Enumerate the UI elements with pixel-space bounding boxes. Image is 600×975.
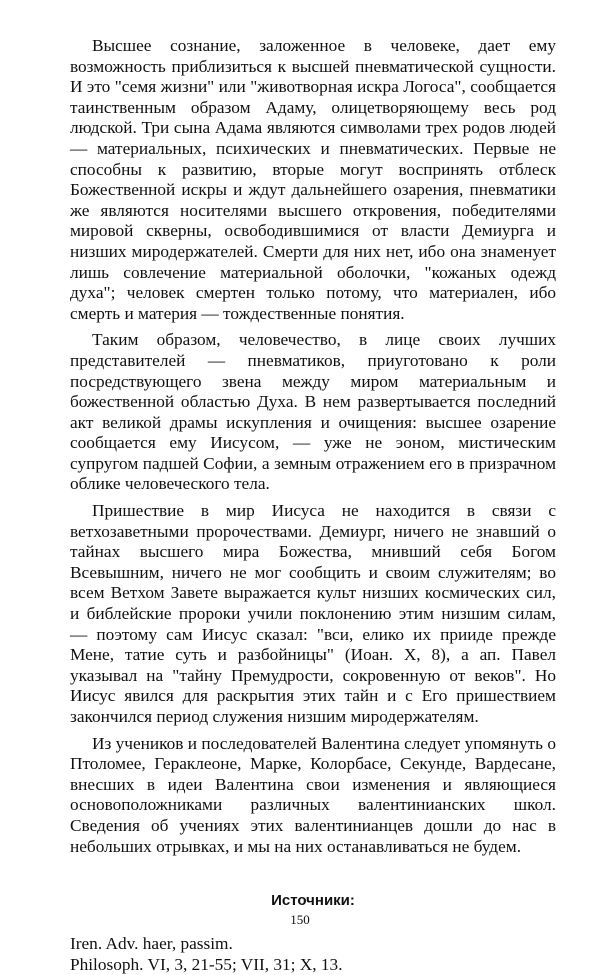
paragraph-2: Таким образом, человечество, в лице своих лучших представителей — пневматиков, приуготовано к роли посредствующего звена между миром материальным и божественной областью Духа. В нем развертывается последний акт великой драмы искупления и очищения: высшее озарение сообщается ему Иисусом, — уже не эоном, мистическим супругом падшей Софии, а земным отражением его в призрачном облике человеческого тела. — [70, 330, 556, 494]
paragraph-4: Из учеников и последователей Валентина следует упомянуть о Птоломее, Гераклеоне, Марке, Колорбасе, Секунде, Вардесане, внесших в идеи Валентина свои изменения и являющиеся основоположниками различных валентинианских школ. Сведения об учениях этих валентинианцев дошли до нас в небольших отрывках, и мы на них останавливаться не будем. — [70, 733, 556, 856]
page-number: 150 — [290, 912, 310, 927]
sources-heading: Источники: — [271, 892, 355, 910]
paragraph-3: Пришествие в мир Иисуса не находится в связи с ветхозаветными пророчествами. Демиург, ничего не знавший о тайнах высшего мира Божества, мнивший себя Богом Всевышним, ничего не мог сообщить и своим служителям; во всем Ветхом Завете выражается культ низших космических сил, и библейские пророки учили поклонению этим низшим силам, — поэтому сам Иисус сказал: "вси, елико их прииде прежде Мене, татие суть и разбойницы" (Иоан. X, 8), а ап. Павел указывал на "тайну Премудрости, сокровенную от веков". Но Иисус явился для раскрытия этих тайн и с Его пришествием закончился период служения низшим миродержателям. — [70, 501, 556, 726]
paragraph-1: Высшее сознание, заложенное в человеке, дает ему возможность приблизиться к высшей пневматической сущности. И это "семя жизни" или "животворная искра Логоса", сообщается таинственным образом Адаму, олицетворяющему весь род людской. Три сына Адама являются символами трех родов людей — материальных, психических и пневматических. Первые не способны к развитию, вторые могут воспринять отблеск Божественной искры и ждут дальнейшего озарения, пневматики же являются носителями высшего откровения, победителями мировой скверны, освободившимися от власти Демиурга и низших миродержателей. Смерти для них нет, ибо она знаменует лишь совлечение материальной оболочки, "кожаных одежд духа"; человек смертен только потому, что материален, ибо смерть и материя — тождественные понятия. — [70, 36, 556, 323]
sources-list — [70, 933, 556, 975]
source-item: Philosoph. VI, 3, 21-55; VII, 31; X, 13. — [70, 955, 343, 975]
source-item: Iren. Adv. haer, passim. — [70, 934, 233, 954]
page-body — [70, 36, 556, 975]
